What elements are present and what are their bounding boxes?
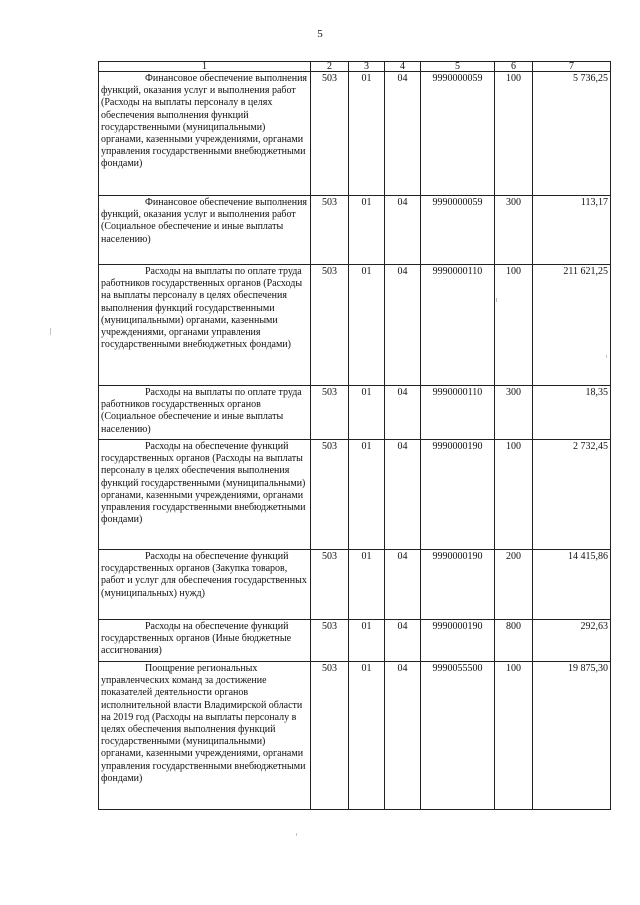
- code-cell: 01: [349, 550, 385, 620]
- expense-type-cell: 200: [495, 550, 533, 620]
- code-cell: 01: [349, 620, 385, 662]
- code-cell: 503: [311, 662, 349, 810]
- header-cell: 1: [99, 62, 311, 72]
- target-code-cell: 9990000110: [421, 265, 495, 386]
- table-row: [99, 265, 611, 386]
- table-row: [99, 440, 611, 550]
- code-cell: 04: [385, 440, 421, 550]
- header-cell: 2: [311, 62, 349, 72]
- target-code-cell: 9990000190: [421, 620, 495, 662]
- amount-cell: 5 736,25: [533, 72, 611, 196]
- expense-name-cell: [99, 662, 311, 810]
- header-cell: 6: [495, 62, 533, 72]
- budget-table: [98, 61, 611, 810]
- table-row: [99, 386, 611, 440]
- table-row: [99, 72, 611, 196]
- expense-name: Расходы на выплаты по оплате труда работников государственных органов (Социальное обеспечение и иные выплаты населению): [101, 387, 302, 435]
- code-cell: 01: [349, 386, 385, 440]
- expense-type-cell: 300: [495, 196, 533, 265]
- expense-type-cell: 100: [495, 265, 533, 386]
- scan-mark: [50, 328, 51, 335]
- expense-name-cell: [99, 72, 311, 196]
- code-cell: 503: [311, 196, 349, 265]
- code-cell: 04: [385, 196, 421, 265]
- table-row: [99, 662, 611, 810]
- expense-name-cell: [99, 386, 311, 440]
- expense-name: Финансовое обеспечение выполнения функций, оказания услуг и выполнения работ (Социальное обеспечение и иные выплаты населению): [101, 197, 308, 245]
- expense-name-cell: [99, 440, 311, 550]
- code-cell: 04: [385, 386, 421, 440]
- table-row: [99, 196, 611, 265]
- target-code-cell: 9990055500: [421, 662, 495, 810]
- code-cell: 04: [385, 550, 421, 620]
- target-code-cell: 9990000110: [421, 386, 495, 440]
- amount-cell: 292,63: [533, 620, 611, 662]
- amount-cell: 113,17: [533, 196, 611, 265]
- table-row: [99, 620, 611, 662]
- expense-name-cell: [99, 196, 311, 265]
- scan-mark: [296, 833, 297, 836]
- target-code-cell: 9990000059: [421, 196, 495, 265]
- code-cell: 04: [385, 72, 421, 196]
- code-cell: 503: [311, 72, 349, 196]
- expense-type-cell: 300: [495, 386, 533, 440]
- code-cell: 01: [349, 72, 385, 196]
- amount-cell: 14 415,86: [533, 550, 611, 620]
- expense-name: Расходы на обеспечение функций государственных органов (Закупка товаров, работ и услуг для обеспечения государственных (муниципальных) нужд): [101, 551, 307, 599]
- expense-name: Расходы на выплаты по оплате труда работников государственных органов (Расходы на выплаты персоналу в целях обеспечения выполнения функций государственными (муниципальными) органами, казенными учреждениями, органами управления государственными внебюджетных фондами): [101, 266, 303, 351]
- table-row: [99, 550, 611, 620]
- code-cell: 503: [311, 620, 349, 662]
- expense-name-cell: [99, 620, 311, 662]
- code-cell: 04: [385, 265, 421, 386]
- amount-cell: 211 621,25: [533, 265, 611, 386]
- target-code-cell: 9990000190: [421, 440, 495, 550]
- code-cell: 04: [385, 662, 421, 810]
- expense-name-cell: [99, 265, 311, 386]
- amount-cell: 19 875,30: [533, 662, 611, 810]
- expense-type-cell: 100: [495, 662, 533, 810]
- expense-name: Поощрение региональных управленческих команд за достижение показателей деятельности органов исполнительной власти Владимирской области на 2019 год (Расходы на выплаты персоналу в целях обеспечения выполнения функций государственными (муниципальными) органами, казенными учреждениями, органами управления государственными внебюджетными фондами): [101, 663, 306, 784]
- scan-mark: [496, 298, 497, 302]
- scan-mark: [606, 355, 607, 358]
- amount-cell: 18,35: [533, 386, 611, 440]
- expense-name: Расходы на обеспечение функций государственных органов (Расходы на выплаты персоналу в целях обеспечения выполнения функций государственными (муниципальными) органами, казенными учреждениями, органами управления государственными внебюджетными фондами): [101, 441, 306, 526]
- table-header-row: [99, 62, 611, 72]
- header-cell: 3: [349, 62, 385, 72]
- header-cell: 4: [385, 62, 421, 72]
- code-cell: 01: [349, 662, 385, 810]
- expense-name: Финансовое обеспечение выполнения функций, оказания услуг и выполнения работ (Расходы на выплаты персоналу в целях обеспечения выполнения функций государственными (муниципальными) органами, казенными учреждениями, органами управления государственными внебюджетными фондами): [101, 73, 308, 170]
- code-cell: 04: [385, 620, 421, 662]
- target-code-cell: 9990000059: [421, 72, 495, 196]
- expense-type-cell: 100: [495, 72, 533, 196]
- code-cell: 503: [311, 550, 349, 620]
- header-cell: 7: [533, 62, 611, 72]
- target-code-cell: 9990000190: [421, 550, 495, 620]
- page-number: 5: [317, 28, 323, 40]
- code-cell: 01: [349, 196, 385, 265]
- amount-cell: 2 732,45: [533, 440, 611, 550]
- expense-type-cell: 100: [495, 440, 533, 550]
- code-cell: 01: [349, 265, 385, 386]
- expense-type-cell: 800: [495, 620, 533, 662]
- code-cell: 503: [311, 440, 349, 550]
- code-cell: 503: [311, 265, 349, 386]
- header-cell: 5: [421, 62, 495, 72]
- code-cell: 01: [349, 440, 385, 550]
- code-cell: 503: [311, 386, 349, 440]
- expense-name: Расходы на обеспечение функций государственных органов (Иные бюджетные ассигнования): [101, 621, 292, 657]
- expense-name-cell: [99, 550, 311, 620]
